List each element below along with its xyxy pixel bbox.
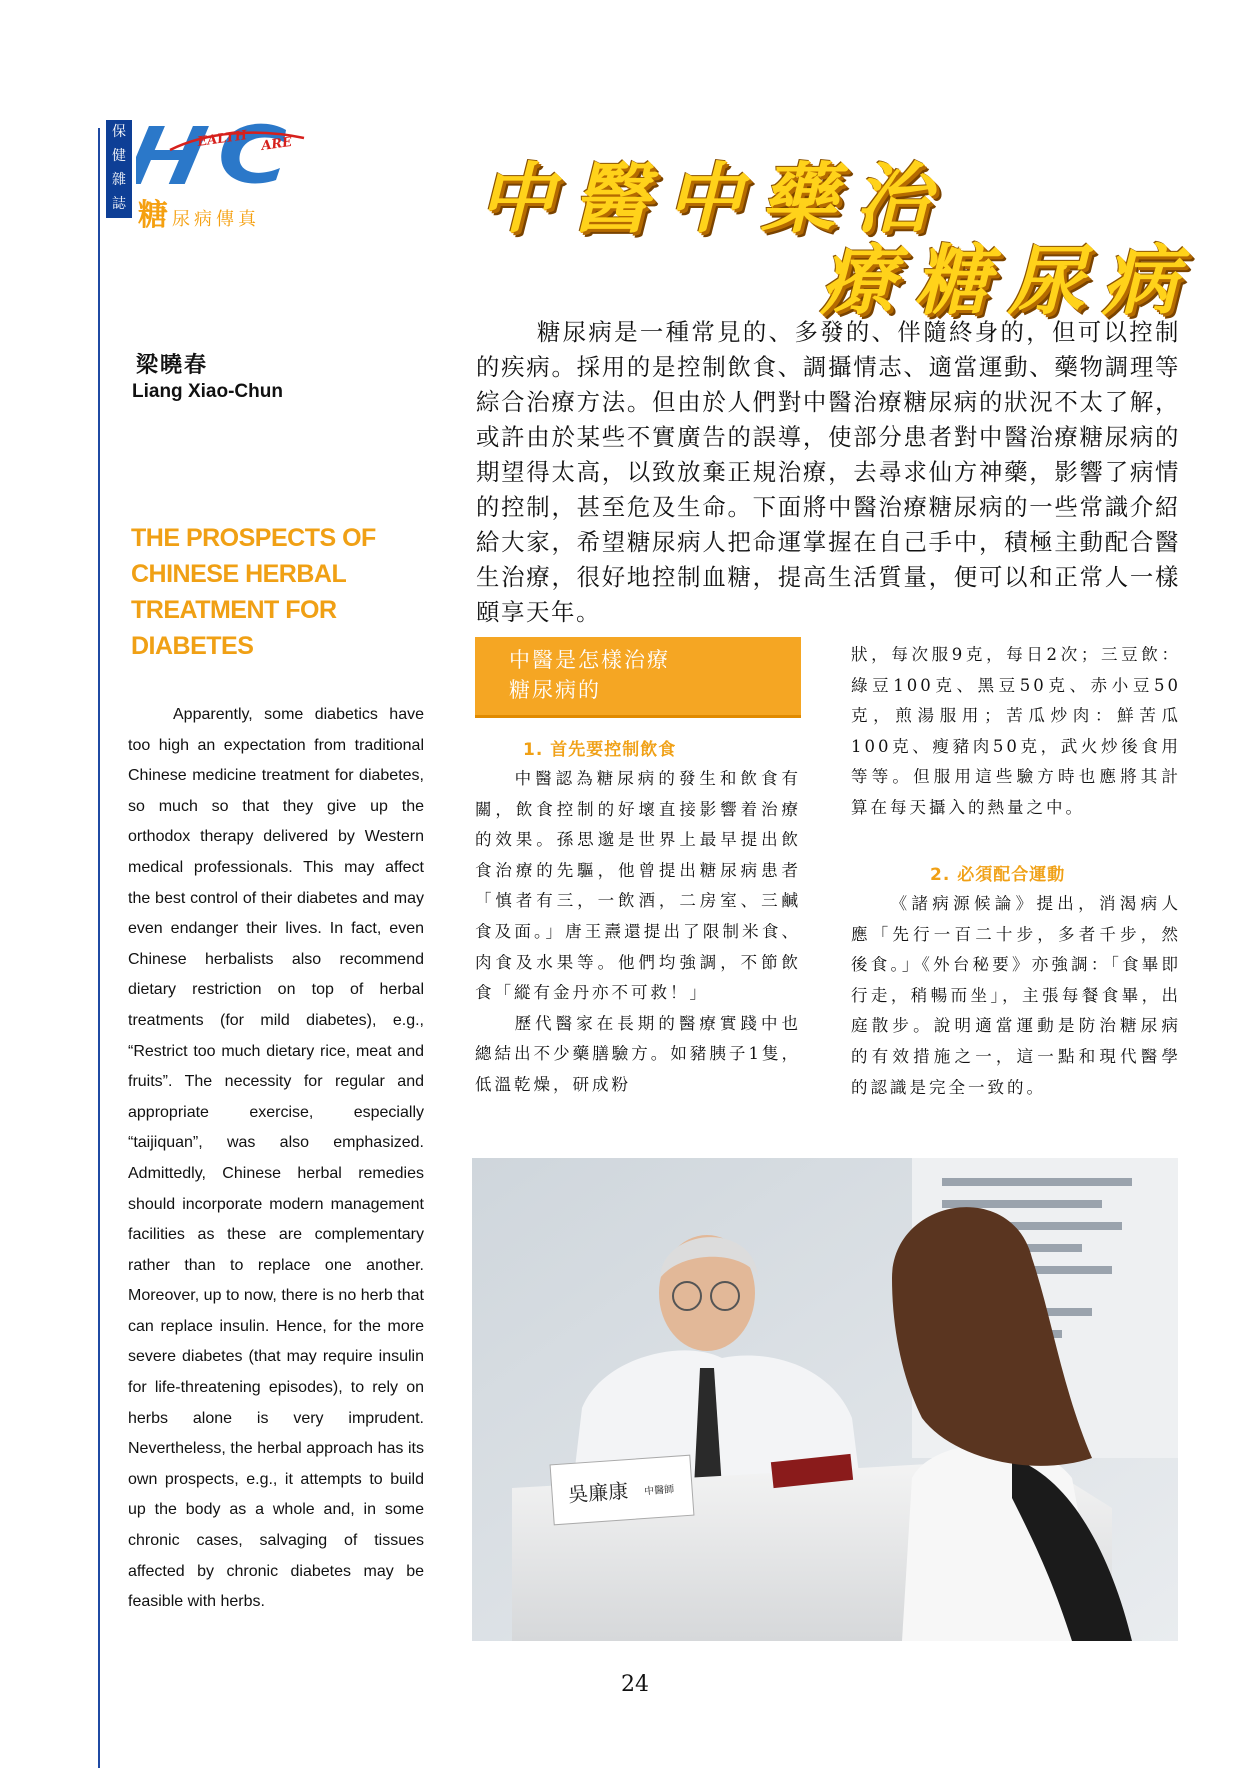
mag-char: 健 bbox=[112, 148, 126, 164]
page-number: 24 bbox=[621, 1672, 649, 1697]
article-title-line2: 療糖尿病 bbox=[820, 236, 1196, 325]
nameplate-title: 中醫師 bbox=[643, 1484, 675, 1498]
logo-sub-big: 糖 bbox=[138, 198, 168, 233]
consultation-photo bbox=[472, 1158, 1178, 1641]
body-column-2-top bbox=[851, 640, 1181, 824]
body-paragraph: 《諸病源候論》提出，消渴病人應「先行一百二十步，多者千步，然後食。」《外台秘要》亦強調：「食畢即行走，稍暢而坐」，主張每餐食畢，出庭散步。說明適當運動是防治糖尿病的有效措施之一，這一點和現代醫學的認識是完全一致的。 bbox=[851, 894, 1181, 1097]
article-title-line1: 中醫中藥治 bbox=[478, 154, 948, 243]
subheading-diet: 1. 首先要控制飲食 bbox=[523, 740, 677, 760]
logo-subtitle bbox=[138, 190, 260, 234]
magazine-logo bbox=[106, 120, 306, 233]
chinese-intro bbox=[476, 315, 1180, 630]
svg-text:EALTH: EALTH bbox=[196, 128, 249, 150]
english-title: THE PROSPECTS OF CHINESE HERBAL TREATMENT FOR DIABETES bbox=[131, 524, 376, 660]
magazine-name-vertical bbox=[106, 120, 132, 218]
svg-text:ARE: ARE bbox=[260, 134, 294, 154]
hc-logo-icon bbox=[136, 120, 306, 190]
section-header-box bbox=[475, 637, 801, 715]
author-english: Liang Xiao-Chun bbox=[132, 381, 283, 402]
subheading-exercise: 2. 必須配合運動 bbox=[930, 865, 1066, 885]
body-paragraph: 歷代醫家在長期的醫療實踐中也總結出不少藥膳驗方。如豬胰子1隻，低溫乾燥，研成粉 bbox=[475, 1013, 801, 1094]
mag-char: 保 bbox=[112, 124, 126, 140]
mag-char: 誌 bbox=[112, 196, 126, 212]
chinese-intro-paragraph: 糖尿病是一種常見的、多發的、伴隨終身的，但可以控制的疾病。採用的是控制飲食、調攝情志、適當運動、藥物調理等綜合治療方法。但由於人們對中醫治療糖尿病的狀況不太了解，或許由於某些不實廣告的誤導，使部分患者對中醫治療糖尿病的期望得太高，以致放棄正規治療，去尋求仙方神藥，影響了病情的控制，甚至危及生命。下面將中醫治療糖尿病的一些常識介紹給大家，希望糖尿病人把命運掌握在自己手中，積極主動配合醫生治療，很好地控制血糖，提高生活質量，便可以和正常人一樣頤享天年。 bbox=[476, 318, 1180, 626]
body-paragraph: 中醫認為糖尿病的發生和飲食有關，飲食控制的好壞直接影響着治療的效果。孫思邈是世界上最早提出飲食治療的先驅，他曾提出糖尿病患者「慎者有三，一飲酒，二房室、三鹹食及面。」唐王燾還提出了限制米食、肉食及水果等。他們均強調，不節飲食「縱有金丹亦不可救！」 bbox=[475, 769, 801, 1003]
body-column-2-bottom bbox=[851, 889, 1181, 1103]
nameplate-name: 吳廉康 bbox=[567, 1478, 629, 1507]
body-paragraph: 狀，每次服9克，每日2次；三豆飲：綠豆100克、黑豆50克、赤小豆50克，煎湯服用；苦瓜炒肉：鮮苦瓜100克、瘦豬肉50克，武火炒後食用等等。但服用這些驗方時也應將其計算在每天攝入的熱量之中。 bbox=[851, 645, 1181, 817]
mag-char: 雜 bbox=[112, 172, 126, 188]
english-summary bbox=[128, 700, 424, 1618]
author-chinese: 梁曉春 bbox=[136, 353, 209, 378]
left-margin-rule bbox=[98, 128, 100, 1768]
body-column-1 bbox=[475, 764, 801, 1101]
section-header-line2: 糖尿病的 bbox=[509, 678, 601, 702]
english-summary-paragraph: Apparently, some diabetics have too high an expectation from traditional Chinese medicine treatment for diabetes, so much so that they give up the orthodox therapy delivered by Western medical professionals. This may affect the best control of their diabetes and may even endanger their lives. In fact, even Chinese herbalists also recommend dietary restriction on top of herbal treatments (for mild diabetes), e.g., “Restrict too much dietary rice, meat and fruits”. The necessity for regular and appropriate exercise, especially “taijiquan”, was also emphasized. Admittedly, Chinese herbal remedies should incorporate modern management facilities as these are complementary rather than to replace one another. Moreover, up to now, there is no herb that can replace insulin. Hence, for the more severe diabetes (that may require insulin for life-threatening episodes), to rely on herbs alone is very imprudent. Nevertheless, the herbal approach has its own prospects, e.g., it attempts to build up the body as a whole and, in some chronic cases, salvaging of tissues affected by chronic diabetes may be feasible with herbs. bbox=[128, 706, 424, 1611]
logo-sub-small: 尿病傳真 bbox=[172, 209, 260, 230]
section-header-line1: 中醫是怎樣治療 bbox=[509, 648, 670, 672]
consultation-photo-illustration bbox=[472, 1158, 1178, 1641]
